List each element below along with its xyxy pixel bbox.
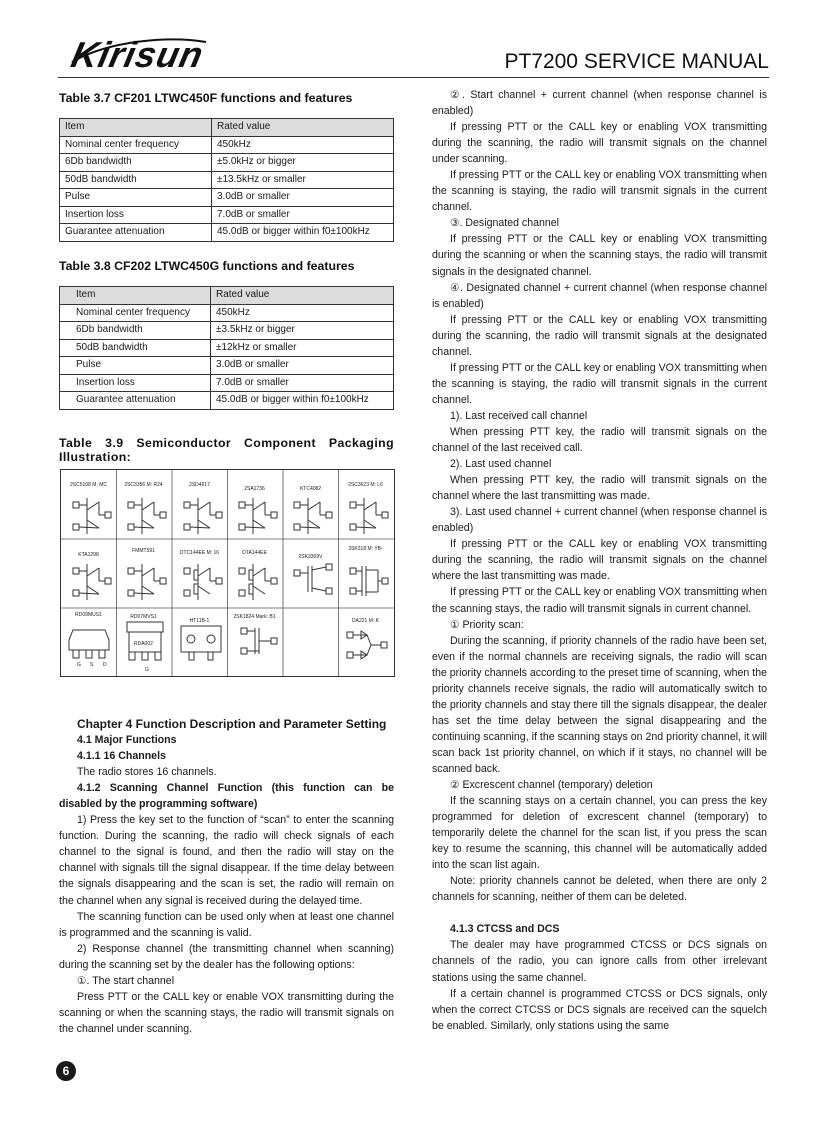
package-2sk1824 bbox=[241, 628, 277, 654]
table-cell: Pulse bbox=[60, 189, 212, 207]
paragraph: Note: priority channels cannot be deleted, when there are only 2 channels for scanning, neither of them can be deleted. bbox=[432, 875, 767, 904]
component-label: RD09MUS1 bbox=[75, 612, 102, 618]
manual-title: PT7200 SERVICE MANUAL bbox=[504, 50, 769, 73]
component-label: KTA1298 bbox=[78, 552, 99, 558]
table-cell: Insertion loss bbox=[60, 206, 212, 224]
paragraph: If the scanning stays on a certain channel, you can press the key programmed for deletion of excrescent channel (temporary) to temporarily delete the channel for the scan list, if you press the scan key to resume the scanning, this channel will be automatically added into the scan list again. bbox=[432, 795, 767, 872]
table-cell: Pulse bbox=[60, 357, 211, 375]
table-cell: 50dB bandwidth bbox=[60, 339, 211, 357]
component-label: FMMT591 bbox=[132, 548, 155, 554]
component-label: DA221 M: K bbox=[352, 618, 379, 624]
component-label: 2SA1736 bbox=[244, 486, 265, 492]
paragraph: If pressing PTT or the CALL key or enabling VOX transmitting during the scanning, the radio will transmit signals on the channel where the last transmitting was made. bbox=[432, 538, 767, 583]
pin-label: D bbox=[103, 662, 107, 668]
table-cell: 3.0dB or smaller bbox=[211, 357, 394, 375]
paragraph: If pressing PTT or the CALL key or enabling VOX transmitting during the scanning or when the scanning stays, the radio will transmit signals in the designated channel. bbox=[432, 233, 767, 278]
table-cell: Nominal center frequency bbox=[60, 304, 211, 322]
table-cell: ±5.0kHz or bigger bbox=[212, 154, 394, 172]
component-label: 2SD4617 bbox=[189, 482, 210, 488]
table-row bbox=[60, 206, 394, 224]
table-cell: 45.0dB or bigger within f0±100kHz bbox=[211, 392, 394, 410]
pin-label: S bbox=[90, 662, 94, 668]
table-cell: 45.0dB or bigger within f0±100kHz bbox=[212, 224, 394, 242]
component-label: HT11B-1 bbox=[189, 618, 210, 624]
table-3-7-title: Table 3.7 CF201 LTWC450F functions and features bbox=[59, 91, 353, 105]
table-row bbox=[60, 304, 394, 322]
paragraph: If a certain channel is programmed CTCSS or DCS signals, only when the correct CTCSS or DCS signals are received can the squelch be enabled. Similarly, only stations using the same bbox=[432, 987, 767, 1032]
paragraph: ④. Designated channel + current channel (when response channel is enabled) bbox=[432, 281, 767, 310]
component-label: 2SC3623 M: L6 bbox=[348, 482, 383, 488]
paragraph: If pressing PTT or the CALL key or enabling VOX transmitting during the scanning, the radio will transmit signals on the channel under scanning. bbox=[432, 121, 767, 166]
table-cell: Guarantee attenuation bbox=[60, 224, 212, 242]
table-row bbox=[60, 136, 394, 154]
table-cell: 50dB bandwidth bbox=[60, 171, 212, 189]
table-3-9-title: Table 3.9 Semiconductor Component Packaging Illustration: bbox=[59, 436, 394, 464]
table-cell: Insertion loss bbox=[60, 374, 211, 392]
component-label: RD07MVS1 bbox=[130, 614, 157, 620]
pin-label: G bbox=[145, 667, 149, 673]
package-rd09mus1 bbox=[69, 630, 109, 658]
package-label: RDA002 bbox=[134, 641, 153, 647]
paragraph: The radio stores 16 channels. bbox=[77, 766, 217, 779]
table-cell: Item bbox=[60, 119, 212, 137]
paragraph: If pressing PTT or the CALL key or enabling VOX transmitting when the scanning stays, the radio will transmit signals in current channel. bbox=[432, 586, 767, 615]
paragraph: The dealer may have programmed CTCSS or DCS signals on channels of the radio, you can ignore calls from other irrelevant stations using the same channel. bbox=[432, 939, 767, 984]
table-row bbox=[60, 357, 394, 375]
table-cell: 450kHz bbox=[211, 304, 394, 322]
component-label: DTC144EE M: 16 bbox=[179, 550, 220, 556]
table-cell: 6Db bandwidth bbox=[60, 322, 211, 340]
table-3-8-title: Table 3.8 CF202 LTWC450G functions and features bbox=[59, 259, 355, 273]
table-cell: 6Db bandwidth bbox=[60, 154, 212, 172]
component-label: KTC4082 bbox=[299, 486, 322, 492]
paragraph: If pressing PTT or the CALL key or enabling VOX transmitting when the scanning is staying, the radio will transmit signals in the current channel. bbox=[432, 361, 767, 406]
table-row bbox=[60, 119, 394, 137]
header-rule bbox=[58, 77, 769, 78]
table-row bbox=[60, 171, 394, 189]
package-da221 bbox=[347, 631, 387, 659]
paragraph: ①. The start channel bbox=[77, 974, 175, 987]
table-cell: 7.0dB or smaller bbox=[212, 206, 394, 224]
table-cell: Rated value bbox=[211, 287, 394, 305]
table-row bbox=[60, 189, 394, 207]
table-3-8 bbox=[59, 286, 394, 410]
section-4-1-heading: 4.1 Major Functions bbox=[77, 734, 177, 747]
table-cell: Guarantee attenuation bbox=[60, 392, 211, 410]
paragraph: ③. Designated channel bbox=[450, 217, 560, 230]
table-cell: ±3.5kHz or bigger bbox=[211, 322, 394, 340]
paragraph: During the scanning, if priority channels of the radio have been set, even if the normal channels are receiving signals, the radio will scan the priority channels according to the preset time of scanning, when the priority channels receive signals, the radio will automatically switch to the priority channels and stay there till the signals disappear, the dealer has set the time delay between the signal disappearing and the continuing scanning, if the scanning stays on 2nd priority channel, it will scan back 1st priority channel, on which if it stays, no channel will be scanned back. bbox=[432, 634, 767, 775]
paragraph: Press PTT or the CALL key or enable VOX transmitting during the scanning or when the scanning stays, the radio will transmit signals on the channel under scanning. bbox=[59, 990, 394, 1035]
package-ht11b1 bbox=[181, 626, 221, 660]
paragraph: If pressing PTT or the CALL key or enabling VOX transmitting during the scanning, the radio will transmit signals at the designated channel. bbox=[432, 313, 767, 358]
table-row bbox=[60, 339, 394, 357]
paragraph: If pressing PTT or the CALL key or enabling VOX transmitting when the scanning is staying, the radio will transmit signals in the current channel. bbox=[432, 169, 767, 214]
right-column bbox=[432, 87, 767, 1034]
paragraph: ② Excrescent channel (temporary) deletion bbox=[450, 779, 653, 792]
table-cell: Rated value bbox=[212, 119, 394, 137]
table-3-7 bbox=[59, 118, 394, 242]
table-row bbox=[60, 224, 394, 242]
table-cell: 7.0dB or smaller bbox=[211, 374, 394, 392]
paragraph: When pressing PTT key, the radio will transmit signals on the channel of the last received call. bbox=[432, 425, 767, 455]
component-label: 2SK1824 Mark: B1 bbox=[233, 614, 276, 620]
paragraph: 1) Press the key set to the function of “scan” to enter the scanning function. During the scanning, the radio will check signals of each channel to the signal is found, and then the radio will stay on the channel with signals till the signal disappear. If the time delay between the signals disappearing and the scan is set, the radio will remain on the channel when any signal is received during the delayed time. bbox=[59, 814, 394, 907]
paragraph: 2) Response channel (the transmitting channel when scanning) during the scanning set by the dealer has the following options: bbox=[59, 942, 394, 971]
chapter-4-heading: Chapter 4 Function Description and Parameter Setting bbox=[77, 717, 387, 731]
pin-label: G bbox=[77, 662, 81, 668]
table-cell: ±13.5kHz or smaller bbox=[212, 171, 394, 189]
table-row bbox=[60, 392, 394, 410]
package-grid-lines bbox=[61, 470, 394, 676]
component-label: DTA144EE bbox=[242, 550, 267, 556]
table-cell: 3.0dB or smaller bbox=[212, 189, 394, 207]
component-label: 3SK318 M: YB- bbox=[348, 546, 383, 552]
page-number: 6 bbox=[56, 1061, 76, 1081]
paragraph: The scanning function can be used only when at least one channel is programmed and the scanning is valid. bbox=[59, 910, 394, 939]
table-cell: Item bbox=[60, 287, 211, 305]
component-label: 2SC3356 M: R24 bbox=[124, 482, 163, 488]
component-label: 2SK3309V bbox=[298, 554, 323, 560]
table-cell: ±12kHz or smaller bbox=[211, 339, 394, 357]
table-row bbox=[60, 287, 394, 305]
section-4-1-3-heading: 4.1.3 CTCSS and DCS bbox=[450, 923, 560, 936]
table-row bbox=[60, 154, 394, 172]
table-cell: Nominal center frequency bbox=[60, 136, 212, 154]
paragraph: 1). Last received call channel bbox=[450, 409, 588, 422]
paragraph: When pressing PTT key, the radio will transmit signals on the channel where the last transmitting was made. bbox=[432, 474, 767, 503]
table-row bbox=[60, 374, 394, 392]
table-row bbox=[60, 322, 394, 340]
kirisun-logo: Kirisun bbox=[67, 34, 208, 75]
section-4-1-1-heading: 4.1.1 16 Channels bbox=[77, 750, 166, 763]
paragraph: 2). Last used channel bbox=[450, 458, 552, 471]
section-4-1-2-heading: 4.1.2 Scanning Channel Function (this function can be disabled by the programming software) bbox=[59, 782, 394, 811]
paragraph: ②. Start channel + current channel (when response channel is enabled) bbox=[432, 89, 767, 118]
paragraph: ① Priority scan: bbox=[450, 618, 524, 631]
component-label: 2SC5108 M: MC bbox=[70, 482, 107, 488]
packaging-illustration bbox=[60, 469, 395, 677]
paragraph: 3). Last used channel + current channel (when response channel is enabled) bbox=[432, 506, 767, 535]
table-cell: 450kHz bbox=[212, 136, 394, 154]
left-column bbox=[59, 716, 394, 1037]
